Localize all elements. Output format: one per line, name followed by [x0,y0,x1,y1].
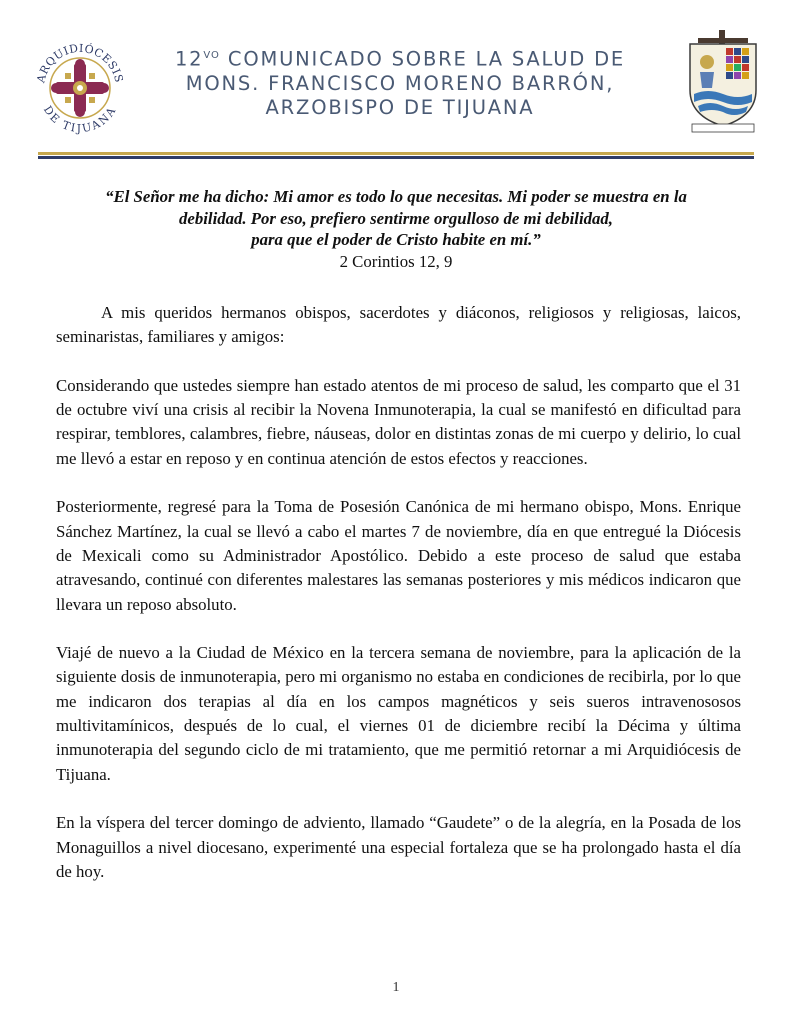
quote-line-2: debilidad. Por eso, prefiero sentirme orgulloso de mi debilidad, [179,208,613,228]
gold-divider [38,152,754,155]
quote-line-1: “El Señor me ha dicho: Mi amor es todo lo que necesitas. Mi poder se muestra en la [105,187,687,206]
archbishop-coat-of-arms-icon [670,28,776,134]
body-paragraph: Considerando que ustedes siempre han estado atentos de mi proceso de salud, les comparto que el 31 de octubre viví una crisis al recibir la Novena Inmunoterapia, la cual se manifestó en dificultad para respirar, temblores, calambres, fiebre, náuseas, dolor en distintas zonas de mi cuerpo y delirio, lo cual me llevó a estar en reposo y en continua atención de estos efectos y reacciones. [56,375,741,468]
seal-text-top: ARQUIDIÓCESIS [34,41,126,85]
letterhead [0,0,792,150]
quote-line-3: para que el poder de Cristo habite en mí.” [251,230,541,249]
title-line-1: $12^{VO}$ COMUNICADO SOBRE LA SALUD DE [174,47,626,71]
title-line-2: MONS. FRANCISCO MORENO BARRÓN, [185,71,615,95]
epigraph-quote [56,186,736,272]
quote-reference: 2 Corintios 12, 9 [339,251,453,271]
body-paragraph: Viajé de nuevo a la Ciudad de México en la tercera semana de noviembre, para la aplicación de la siguiente dosis de inmunoterapia, pero mi organismo no estaba en condiciones de recibirla, por lo que me indicaron dos terapias al día en los campos magnéticos y seis sueros intravenososos multivitamínicos, después de lo cual, el viernes 01 de diciembre recibí la Décima y última inmunoterapia del segundo ciclo de mi tratamiento, que me permitió retornar a mi Arquidiócesis de Tijuana. [56,643,741,784]
letter-body [56,301,741,908]
page-number: 1 [392,980,400,995]
body-paragraph: En la víspera del tercer domingo de adviento, llamado “Gaudete” o de la alegría, en la Posada de los Monaguillos a nivel diocesano, experimenté una especial fortaleza que se ha prolongado hasta el día de hoy. [56,813,741,881]
page-title [150,44,650,120]
title-line-3: ARZOBISPO DE TIJUANA [265,95,535,119]
seal-text-bottom: DE TIJUANA [40,103,120,136]
navy-divider [38,156,754,159]
salutation-paragraph: A mis queridos hermanos obispos, sacerdotes y diáconos, religiosos y religiosas, laicos, seminaristas, familiares y amigos: [56,303,741,347]
body-paragraph: Posteriormente, regresé para la Toma de Posesión Canónica de mi hermano obispo, Mons. Enrique Sánchez Martínez, la cual se llevó a cabo el martes 7 de noviembre, día en que entregué la Diócesis de Mexicali como su Administrador Apostólico. Debido a este proceso de salud que estaba atravesando, continué con diferentes malestares las semanas posteriores y mis médicos indicaron que llevara un reposo absoluto. [56,497,741,614]
diocese-seal-icon [30,36,130,136]
